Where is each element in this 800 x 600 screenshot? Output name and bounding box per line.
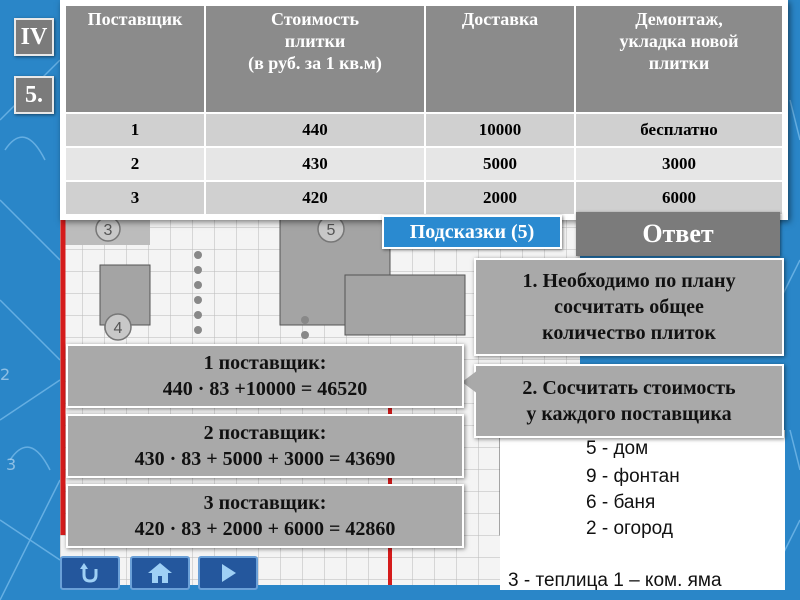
- hint-note-2-pointer: [462, 370, 478, 394]
- supplier-calc-line: 440 · 83 +10000 = 46520: [162, 378, 368, 400]
- answer-button-label: Ответ: [642, 219, 714, 248]
- next-icon: [216, 561, 240, 585]
- svg-text:2: 2: [0, 365, 11, 384]
- return-button[interactable]: [60, 556, 120, 590]
- table-cell: 5000: [425, 147, 575, 181]
- supplier-calc-line: 1 поставщик:: [203, 352, 327, 374]
- legend-item-last: 3 - теплица 1 – ком. яма: [508, 570, 722, 591]
- plan-label-3: 3: [103, 222, 113, 239]
- next-button[interactable]: [198, 556, 258, 590]
- suppliers-table: [60, 0, 788, 220]
- hint-note-line: сосчитать общее: [554, 296, 704, 318]
- header-installation: Демонтаж, укладка новой плитки: [575, 5, 783, 113]
- legend-item: 9 - фонтан: [586, 466, 680, 487]
- table-cell: 440: [205, 113, 425, 147]
- table-row: [65, 113, 783, 147]
- answer-button[interactable]: [576, 212, 780, 256]
- return-icon: [78, 561, 102, 585]
- header-tile-cost: Стоимость плитки (в руб. за 1 кв.м): [205, 5, 425, 113]
- table-cell: 420: [205, 181, 425, 215]
- section-badge-label: IV: [20, 23, 48, 50]
- table-row: [65, 147, 783, 181]
- plan-legend: [500, 430, 785, 590]
- supplier-1-calc[interactable]: [66, 344, 464, 408]
- legend-item: 2 - огород: [586, 518, 673, 539]
- table-cell: 430: [205, 147, 425, 181]
- table-cell: бесплатно: [575, 113, 783, 147]
- hints-button-label: Подсказки (5): [409, 220, 535, 243]
- supplier-3-calc[interactable]: [66, 484, 464, 548]
- supplier-calc-line: 420 · 83 + 2000 + 6000 = 42860: [134, 518, 396, 540]
- table-cell: 3000: [575, 147, 783, 181]
- supplier-calc-line: 430 · 83 + 5000 + 3000 = 43690: [134, 448, 396, 470]
- supplier-2-calc[interactable]: [66, 414, 464, 478]
- hint-note-line: 2. Сосчитать стоимость: [522, 377, 736, 399]
- table-cell: 1: [65, 113, 205, 147]
- task-number-label: 5.: [25, 81, 43, 108]
- table-cell: 2: [65, 147, 205, 181]
- header-delivery: Доставка: [425, 5, 575, 113]
- table-cell: 6000: [575, 181, 783, 215]
- hint-note-line: количество плиток: [542, 322, 716, 344]
- table-row: [65, 181, 783, 215]
- hint-note-line: 1. Необходимо по плану: [522, 270, 736, 292]
- hint-note-1[interactable]: [474, 258, 784, 356]
- section-badge: [14, 18, 54, 56]
- home-button[interactable]: [130, 556, 190, 590]
- task-number-badge: [14, 76, 54, 114]
- table-cell: 10000: [425, 113, 575, 147]
- legend-item: 6 - баня: [586, 492, 656, 513]
- table-cell: 2000: [425, 181, 575, 215]
- hints-button[interactable]: [382, 215, 562, 249]
- hint-note-2[interactable]: [474, 364, 784, 438]
- header-supplier: Поставщик: [65, 5, 205, 113]
- plan-label-5: 5: [326, 222, 336, 239]
- table-cell: 3: [65, 181, 205, 215]
- supplier-calc-line: 2 поставщик:: [203, 422, 327, 444]
- hint-note-line: у каждого поставщика: [526, 403, 732, 425]
- table-header-row: [65, 5, 783, 113]
- supplier-calc-line: 3 поставщик:: [203, 492, 327, 514]
- svg-text:3: 3: [6, 455, 17, 474]
- home-icon: [146, 561, 174, 585]
- plan-label-4: 4: [113, 320, 123, 337]
- legend-item: 5 - дом: [586, 438, 649, 459]
